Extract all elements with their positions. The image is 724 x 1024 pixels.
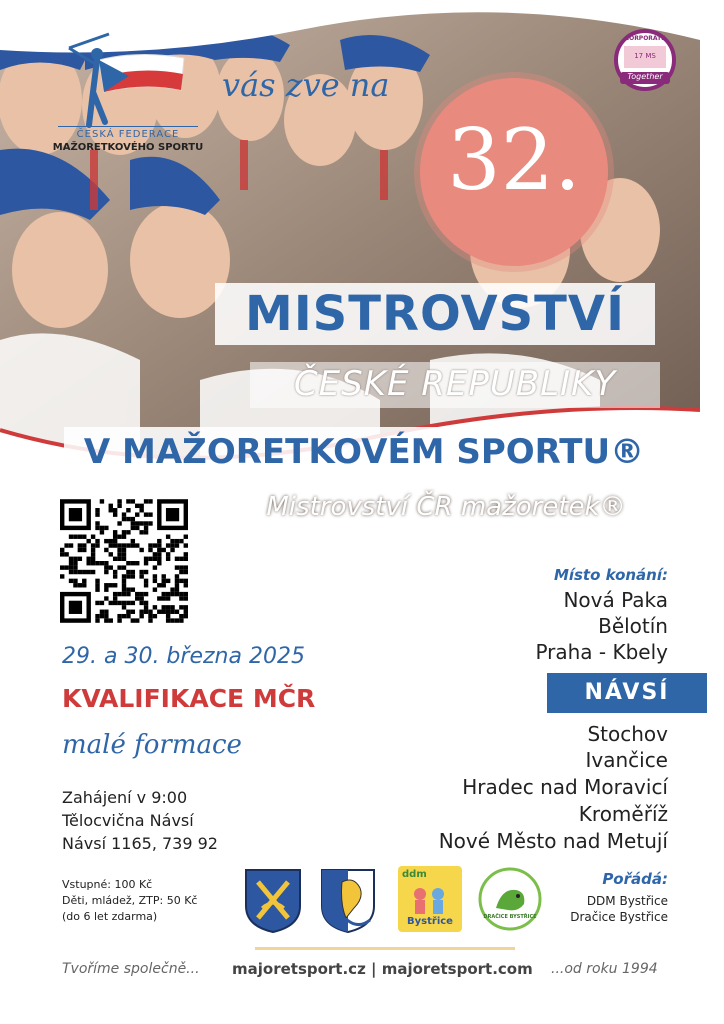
organizer-label: Pořádá: (602, 870, 668, 888)
ddm-logo (398, 866, 462, 932)
qr-code-icon (60, 499, 188, 623)
event-date: 29. a 30. března 2025 (62, 644, 305, 669)
title-main: MISTROVSTVÍ (245, 286, 625, 342)
title-sub: ČESKÉ REPUBLIKY (293, 364, 617, 404)
dragon-icon (478, 866, 542, 932)
together-bottom: Together (627, 72, 663, 81)
edition-number: 32. (447, 111, 581, 209)
ddm-logo-top: ddm (402, 869, 427, 880)
footer-sites[interactable]: majoretsport.cz | majoretsport.com (232, 960, 533, 978)
organizer-2: Dračice Bystřice (570, 910, 668, 924)
event-start: Zahájení v 9:00 (62, 788, 188, 807)
invite-text: vás zve na (222, 66, 390, 104)
footer-left: Tvoříme společně... (62, 961, 200, 977)
venue-1: Nová Paka (563, 588, 668, 612)
event-category: malé formace (62, 730, 242, 760)
fee-adult: Vstupné: 100 Kč (62, 878, 153, 891)
venue-7: Kroměříž (578, 802, 668, 826)
dracice-logo-text: DRAČICE BYSTŘICE (483, 914, 537, 920)
qr-code[interactable] (56, 496, 192, 626)
ddm-logo-bottom: Bystřice (407, 916, 453, 927)
venues-label: Místo konání: (553, 566, 668, 584)
venue-2: Bělotín (598, 614, 668, 638)
venue-3: Praha - Kbely (535, 640, 668, 664)
federation-logo (44, 30, 204, 160)
fee-kids: Děti, mládež, ZTP: 50 Kč (62, 894, 198, 907)
federation-name-line1: ČESKÁ FEDERACE (58, 126, 198, 140)
venue-5: Ivančice (585, 748, 668, 772)
organizer-1: DDM Bystřice (586, 894, 668, 908)
together-badge (610, 28, 680, 92)
venue-highlight: NÁVSÍ (547, 673, 707, 713)
dracice-logo (478, 866, 542, 932)
event-qualification: KVALIFIKACE MČR (62, 684, 316, 713)
together-top: CORPORATE (624, 35, 666, 42)
venue-8: Nové Město nad Metují (438, 829, 668, 853)
venue-4: Stochov (587, 722, 668, 746)
venue-6: Hradec nad Moravicí (462, 775, 668, 799)
majorette-flag-icon (49, 30, 199, 130)
federation-name-line2: MAŽORETKOVÉHO SPORTU (52, 142, 204, 153)
event-address: Návsí 1165, 739 92 (62, 834, 218, 853)
event-hall: Tělocvična Návsí (62, 811, 194, 830)
crest-navsi (244, 868, 302, 934)
footer-right: ...od roku 1994 (551, 961, 658, 977)
crest-bystrice (320, 868, 376, 934)
together-mid: 17 MS (634, 52, 656, 60)
title-alt: Mistrovství ČR mažoretek® (266, 492, 626, 522)
fee-free: (do 6 let zdarma) (62, 910, 158, 923)
title-sport: V MAŽORETKOVÉM SPORTU® (83, 432, 645, 472)
crest-bystrice-icon (320, 868, 376, 934)
footer-divider (255, 947, 515, 950)
crest-navsi-icon (244, 868, 302, 934)
